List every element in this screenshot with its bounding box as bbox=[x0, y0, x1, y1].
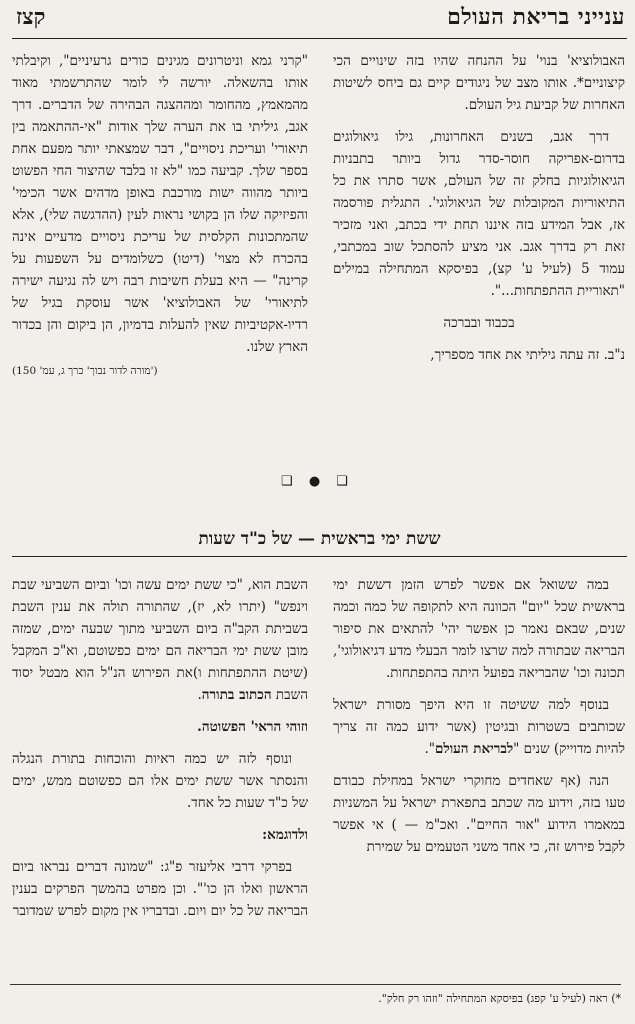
paragraph: האבולוציא' בנוי' על ההנחה שהיו בזה שינויים הכי קיצוניים*. אותו מצב של ניגודים קיים גם ביחס לשיטות האחרות של קביעת גיל העולם. bbox=[333, 53, 625, 113]
emphasized-phrase: לבריאת העולם bbox=[434, 741, 514, 757]
paragraph: "קרני גמא וניטרונים מגינים כורים גרעיניים", וקיבלתי אותו בהשאלה. יורשה לי לומר שהתרשמתי מאוד מהמאמץ, מהחומר ומההצגה הבהירה של הדברים. דרך אגב, גיליתי בו את הערה שלך אודות "אי-ההתאמה בין תיאורי' ועריכת ניסויים", דבר שמצאתי יותר מפעם אחת בספר שלך. קביעה כמו "לא זו בלבד שהיצור החי הפשוט ביותר מהווה ישות מורכבת באופן מדהים אשר הכימי' והפיזיקה שלו הן בקושי נראות לעין (ההדגשה שלי), אלא שהמתכונות הקלסית של עריכת ניסויים מדעיים אינה בהכרח לא מצוי' (דיטו) כשלומדים על השפעות על קרינה" — היא בעלת חשיבות רבה ויש לה נגיעה ישירה לתיאורי' של האבולוציא' אשר עוסקת בגיל של רדיו-אקטיביות שאין להעלות בדמיון, הן ביקום והן בכדור הארץ שלנו. bbox=[12, 53, 308, 355]
paragraph: השבת הוא, "כי ששת ימים עשה וכו' וביום השביעי שבת וינפש" (יתרו לא, יז), שהתורה תולה את ענין השבת בשביתת הקב"ה ביום השביעי מתוך שבעה ימים, שמזה מובן ששת ימי הבריאה הם ימים כפשוטם, וא"כ המקבל (שיטת ההתפתחות ו)את הפירוש הנ"ל הוא מבטל יסוד השבת הכתוב בתורה. bbox=[12, 577, 308, 703]
page-header bbox=[12, 4, 627, 39]
section-title: ששת ימי בראשית — של כ"ד שעות bbox=[12, 526, 627, 557]
paragraph: הנה (אף שאחדים מחוקרי ישראל במחילת כבודם טעו בזה, וידוע מה שכתב בתפארת ישראל על המשניות במאמרו הידוע "אור החיים". ואכ"מ — ) אי אפשר לקבל פירוש זה, כי אחד משני הטעמים על שמירת bbox=[333, 773, 625, 855]
upper-right-column bbox=[333, 50, 625, 376]
emphasized-phrase: הכתוב בתורה bbox=[201, 687, 272, 703]
divider-glyphs: ❑ ● ❑ bbox=[281, 474, 354, 489]
subheading: וזוהי הראי' הפשוטה. bbox=[197, 719, 308, 735]
closing-line: בכבוד ובברכה bbox=[443, 315, 515, 331]
paragraph: בנוסף למה ששיטה זו היא היפך מסורת ישראל שכותבים בשטרות ובגיטין (אשר ידוע כמה זה צריך להיות מדוייק) שנים "לבריאת העולם". bbox=[333, 697, 625, 757]
postscript: נ"ב. זה עתה גיליתי את אחד מספריך, bbox=[430, 347, 625, 363]
paragraph: בפרקי דרבי אליעזר פ"ג: "שמונה דברים נבראו ביום הראשון ואלו הן כו'". וכן מפרט בהמשך הפרקים בענין הבריאה של כל יום ויום. ובדבריו אין מקום לפרש שמדובר bbox=[12, 859, 308, 919]
footnote: *) ראה (לעיל ע' קפג) בפיסקא המתחילה "וזהו רק חלק". bbox=[10, 984, 621, 1007]
section-divider-ornament bbox=[0, 474, 635, 489]
upper-left-column bbox=[12, 50, 308, 389]
paragraph: במה ששואל אם אפשר לפרש הזמן דששת ימי בראשית שכל "יום" הכוונה היא לתקופה של כמה וכמה שנים, שבאם נאמר כן אפשר יהי' להתאים את סיפור הבריאה שבתורה למה שרצו לומר הבעלי מדע דגיאולוגי', תכונה וכו' שהבריאה בפועל היתה בהתפתחות. bbox=[333, 577, 625, 681]
paragraph: דרך אגב, בשנים האחרונות, גילו גיאולוגים בדרום-אפריקה חוסר-סדר גדול ביותר בתבניות הגיאולוגיות בחלק זה של העולם, אשר סתרו את כל התיאוריות המקובלות של הגיאולוגי'. התגלית פורסמה אז, אבל המידע בזה איננו תחת ידי בכתב, ואני מזכיר זאת רק בדרך אגב. אני מציע להסתכל שוב במכתבי, עמוד 5 (לעיל ע' קצ), בפיסקא המתחילה במילים "תאוריית ההתפתחות...". bbox=[333, 129, 625, 299]
source-citation: ('מורה לדור נבוך' כרך ג, עמ' 150) bbox=[12, 365, 158, 377]
subheading: ולדוגמא: bbox=[262, 827, 308, 843]
page-number: קצז bbox=[16, 4, 46, 30]
lower-left-column bbox=[12, 574, 308, 932]
running-title: ענייני בריאת העולם bbox=[447, 4, 625, 30]
paragraph: ונוסף לזה יש כמה ראיות והוכחות בתורת הנגלה והנסתר אשר ששת ימים אלו הם כפשוטם ממש, ימים של כ"ד שעות כל אחד. bbox=[12, 751, 308, 811]
lower-right-column bbox=[333, 574, 625, 868]
